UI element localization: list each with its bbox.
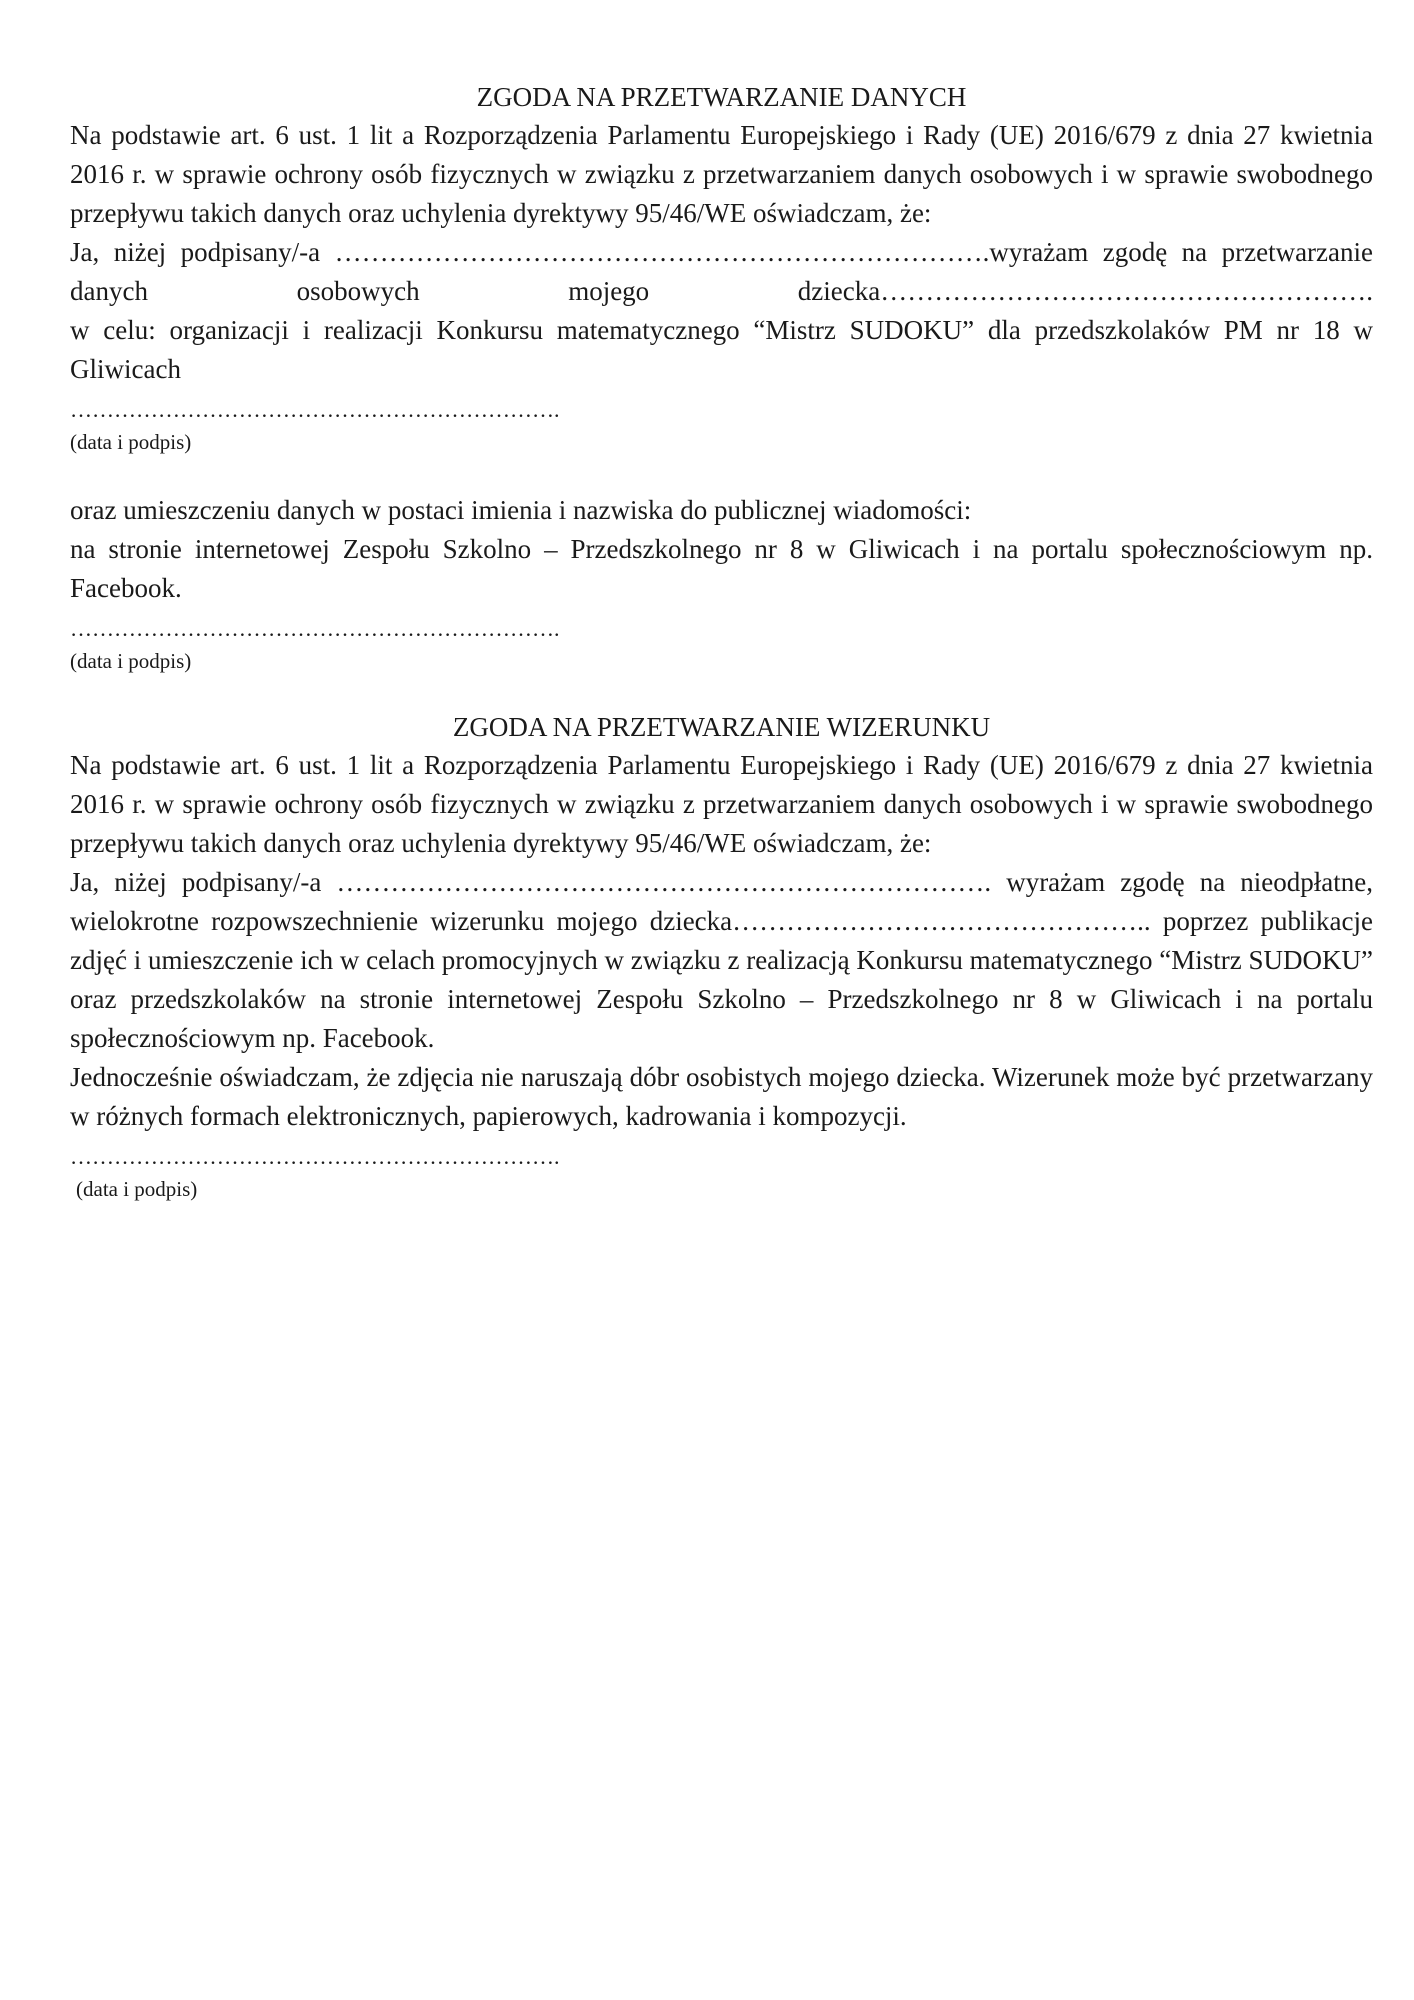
- section2-statement: Jednocześnie oświadczam, że zdjęcia nie naruszają dóbr osobistych mojego dziecka. Wizerunek może być przetwarzany w różnych formach elektronicznych, papierowych, kadrowania i kompozycji.: [70, 1062, 1373, 1131]
- section1-publication: oraz umieszczeniu danych w postaci imienia i nazwiska do publicznej wiadomości:: [70, 495, 972, 525]
- section2-intro: Na podstawie art. 6 ust. 1 lit a Rozporządzenia Parlamentu Europejskiego i Rady (UE) 2016/679 z dnia 27 kwietnia 2016 r. w sprawie ochrony osób fizycznych w związku z przetwarzaniem danych osobowych i w sprawie swobodnego przepływu takich danych oraz uchylenia dyrektywy 95/46/WE oświadczam, że:: [70, 750, 1373, 858]
- document-page: [70, 78, 1373, 1204]
- section1-title: ZGODA NA PRZETWARZANIE DANYCH: [476, 82, 967, 112]
- section2-signature-line: ………………………………………………………….: [70, 1144, 560, 1169]
- section2-consent: Ja, niżej podpisany/-a ………………………………………………………………. wyrażam zgodę na nieodpłatne, wielokrotne rozpowszechnienie wizerunku mojego dziecka……………………………………….. poprzez publikacje zdjęć i umieszczenie ich w celach promocyjnych w związku z realizacją Konkursu matematycznego “Mistrz SUDOKU” oraz przedszkolaków na stronie internetowej Zespołu Szkolno – Przedszkolnego nr 8 w Gliwicach i na portalu społecznościowym np. Facebook.: [70, 867, 1373, 1053]
- section1-signature2-line: ………………………………………………………….: [70, 616, 560, 641]
- section1-purpose: w celu: organizacji i realizacji Konkursu matematycznego “Mistrz SUDOKU” dla przedszkolaków PM nr 18 w Gliwicach: [70, 315, 1373, 384]
- section1-signature2-caption: (data i podpis): [70, 649, 192, 673]
- section1-signature-caption: (data i podpis): [70, 430, 192, 454]
- section2-title: ZGODA NA PRZETWARZANIE WIZERUNKU: [452, 712, 991, 742]
- section1-publication-where: na stronie internetowej Zespołu Szkolno – Przedszkolnego nr 8 w Gliwicach i na portalu społecznościowym np. Facebook.: [70, 534, 1373, 603]
- section1-signature-line: ………………………………………………………….: [70, 397, 560, 422]
- section1-intro: Na podstawie art. 6 ust. 1 lit a Rozporządzenia Parlamentu Europejskiego i Rady (UE) 2016/679 z dnia 27 kwietnia 2016 r. w sprawie ochrony osób fizycznych w związku z przetwarzaniem danych osobowych i w sprawie swobodnego przepływu takich danych oraz uchylenia dyrektywy 95/46/WE oświadczam, że:: [70, 120, 1373, 228]
- section1-consent: Ja, niżej podpisany/-a ……………………………………………………………….wyrażam zgodę na przetwarzanie danych osobowych mojego dziecka……………………………………………….: [70, 237, 1373, 306]
- section2-signature-caption: (data i podpis): [76, 1177, 198, 1201]
